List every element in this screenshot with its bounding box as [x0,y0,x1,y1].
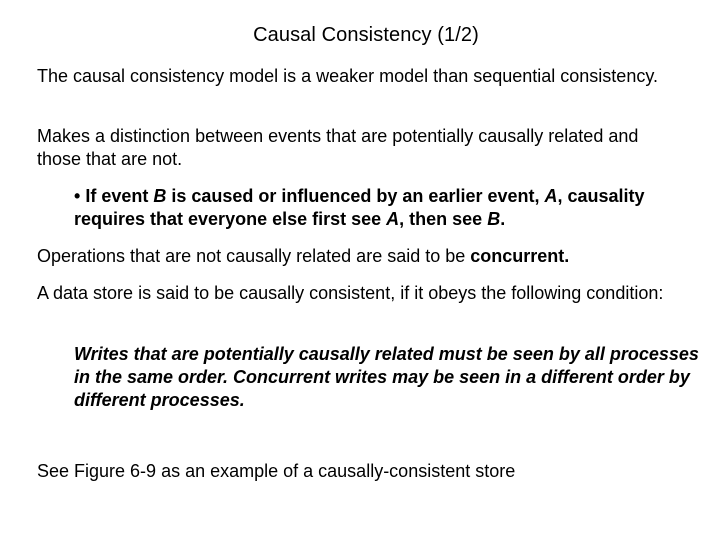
causal-consistency-condition: Writes that are potentially causally related must be seen by all processes in the same order. Concurrent writes may be seen in a different order by different processes. [74,344,699,410]
bullet-text-1: If event [85,186,154,206]
bullet-text-5: . [500,209,506,229]
bullet-event-a-2: A [386,209,400,229]
bullet-event-b: B [153,186,167,206]
paragraph-condition: A data store is said to be causally consistent, if it obeys the following condition: [37,283,664,303]
bullet-text-4: , then see [399,209,488,229]
bullet-causality-rule [74,185,684,231]
paragraph-concurrent [37,245,687,268]
concurrent-term: concurrent. [470,246,570,266]
paragraph-distinction: Makes a distinction between events that are potentially causally related and those that are not. [37,126,639,169]
paragraph-figure-reference: See Figure 6-9 as an example of a causally-consistent store [37,461,516,481]
bullet-marker: • [74,186,81,206]
bullet-event-a: A [544,186,558,206]
concurrent-text: Operations that are not causally related are said to be [37,246,471,266]
bullet-text-2: is caused or influenced by an earlier event, [166,186,545,206]
paragraph-weaker-model: The causal consistency model is a weaker model than sequential consistency. [37,66,658,86]
slide-title: Causal Consistency (1/2) [253,24,479,46]
bullet-event-b-2: B [487,209,501,229]
bullet-text-3: , causality requires that everyone else first see [74,186,645,229]
